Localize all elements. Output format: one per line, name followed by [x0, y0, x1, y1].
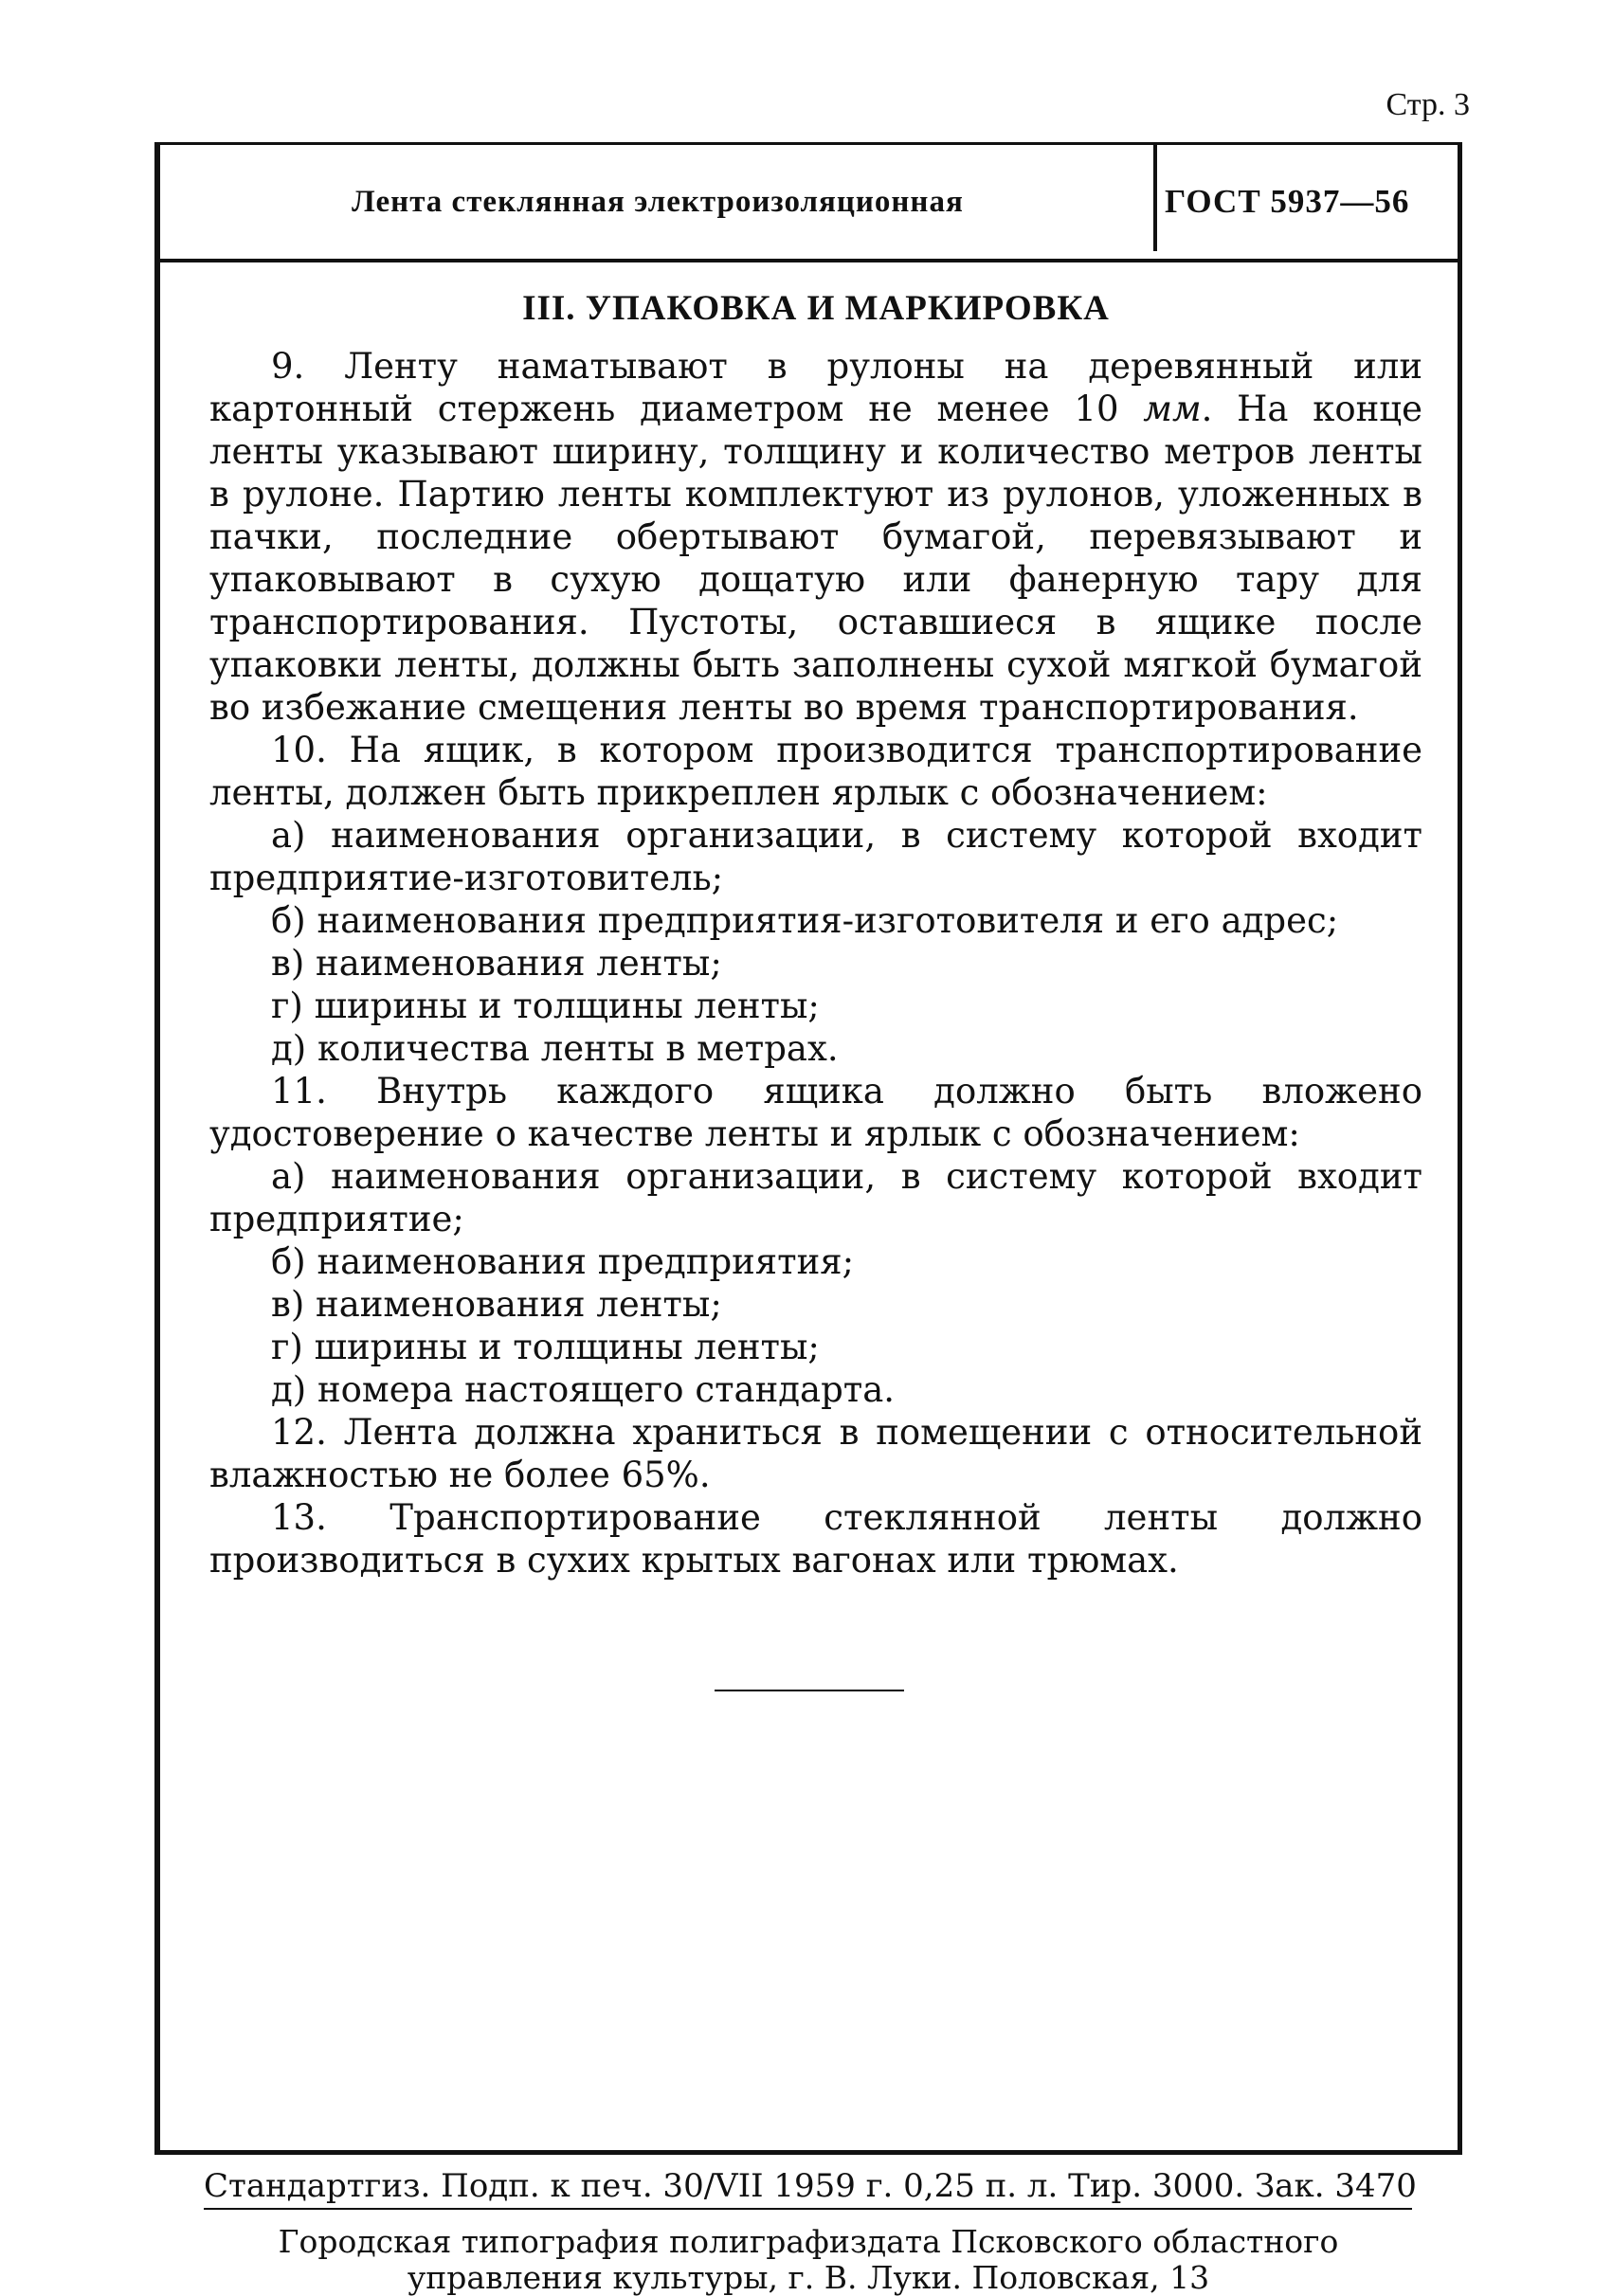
paragraph-13: 13. Транспортирование стеклянной ленты должно производиться в сухих крытых вагонах или трюмах.	[209, 1497, 1422, 1581]
imprint-line: Стандартгиз. Подп. к печ. 30/VII 1959 г. 0,25 п. л. Тир. 3000. Зак. 3470	[204, 2167, 1417, 2205]
printer-info	[154, 2224, 1462, 2296]
main-content	[209, 287, 1422, 1582]
printer-line-1: Городская типография полиграфиздата Псковского областного	[278, 2223, 1339, 2260]
list-item: а) наименования организации, в систему которой входит предприятие-изготовитель;	[209, 815, 1422, 898]
list-item: д) номера настоящего стандарта.	[271, 1369, 896, 1410]
header-divider	[1153, 145, 1157, 251]
paragraph-10: 10. На ящик, в котором производится транспортирование ленты, должен быть прикреплен ярлык с обозначением:	[209, 730, 1422, 813]
list-item: а) наименования организации, в систему которой входит предприятие;	[209, 1156, 1422, 1239]
paragraph-9	[209, 345, 1422, 729]
paragraph-12: 12. Лента должна храниться в помещении с относительной влажностью не более 65%.	[209, 1412, 1422, 1495]
standard-code: ГОСТ 5937—56	[1165, 183, 1410, 220]
list-item: г) ширины и толщины ленты;	[271, 1327, 820, 1367]
list-item: б) наименования предприятия;	[271, 1241, 855, 1282]
list-item: д) количества ленты в метрах.	[271, 1028, 839, 1069]
header-box	[160, 145, 1458, 262]
paragraph-11: 11. Внутрь каждого ящика должно быть вложено удостоверение о качестве ленты и ярлык с обозначением:	[209, 1071, 1422, 1154]
list-item: в) наименования ленты;	[271, 943, 722, 984]
end-divider	[715, 1690, 904, 1691]
list-item: б) наименования предприятия-изготовителя и его адрес;	[271, 900, 1339, 941]
imprint-underline	[204, 2208, 1412, 2210]
page-frame	[154, 142, 1462, 2155]
list-item: г) ширины и толщины ленты;	[271, 985, 820, 1026]
printer-line-2: управления культуры, г. В. Луки. Половская, 13	[407, 2259, 1210, 2296]
page-number: Стр. 3	[1386, 87, 1470, 122]
paragraph-9-text: 9. Ленту наматывают в рулоны на деревянный или картонный стержень диаметром не менее 10	[209, 346, 1422, 429]
paragraph-9-text-cont: . На конце ленты указывают ширину, толщину и количество метров ленты в рулоне. Партию ленты комплектуют из рулонов, уложенных в пачки, последние обертывают бумагой, перевязывают и упаковывают в сухую дощатую или фанерную тару для транспортирования. Пустоты, оставшиеся в ящике после упаковки ленты, должны быть заполнены сухой мягкой бумагой во избежание смещения ленты во время транспортирования.	[209, 389, 1422, 728]
section-title: III. УПАКОВКА И МАРКИРОВКА	[522, 289, 1110, 328]
unit-mm: мм	[1143, 389, 1202, 429]
header-title: Лента стеклянная электроизоляционная	[352, 184, 964, 219]
list-item: в) наименования ленты;	[271, 1284, 722, 1325]
